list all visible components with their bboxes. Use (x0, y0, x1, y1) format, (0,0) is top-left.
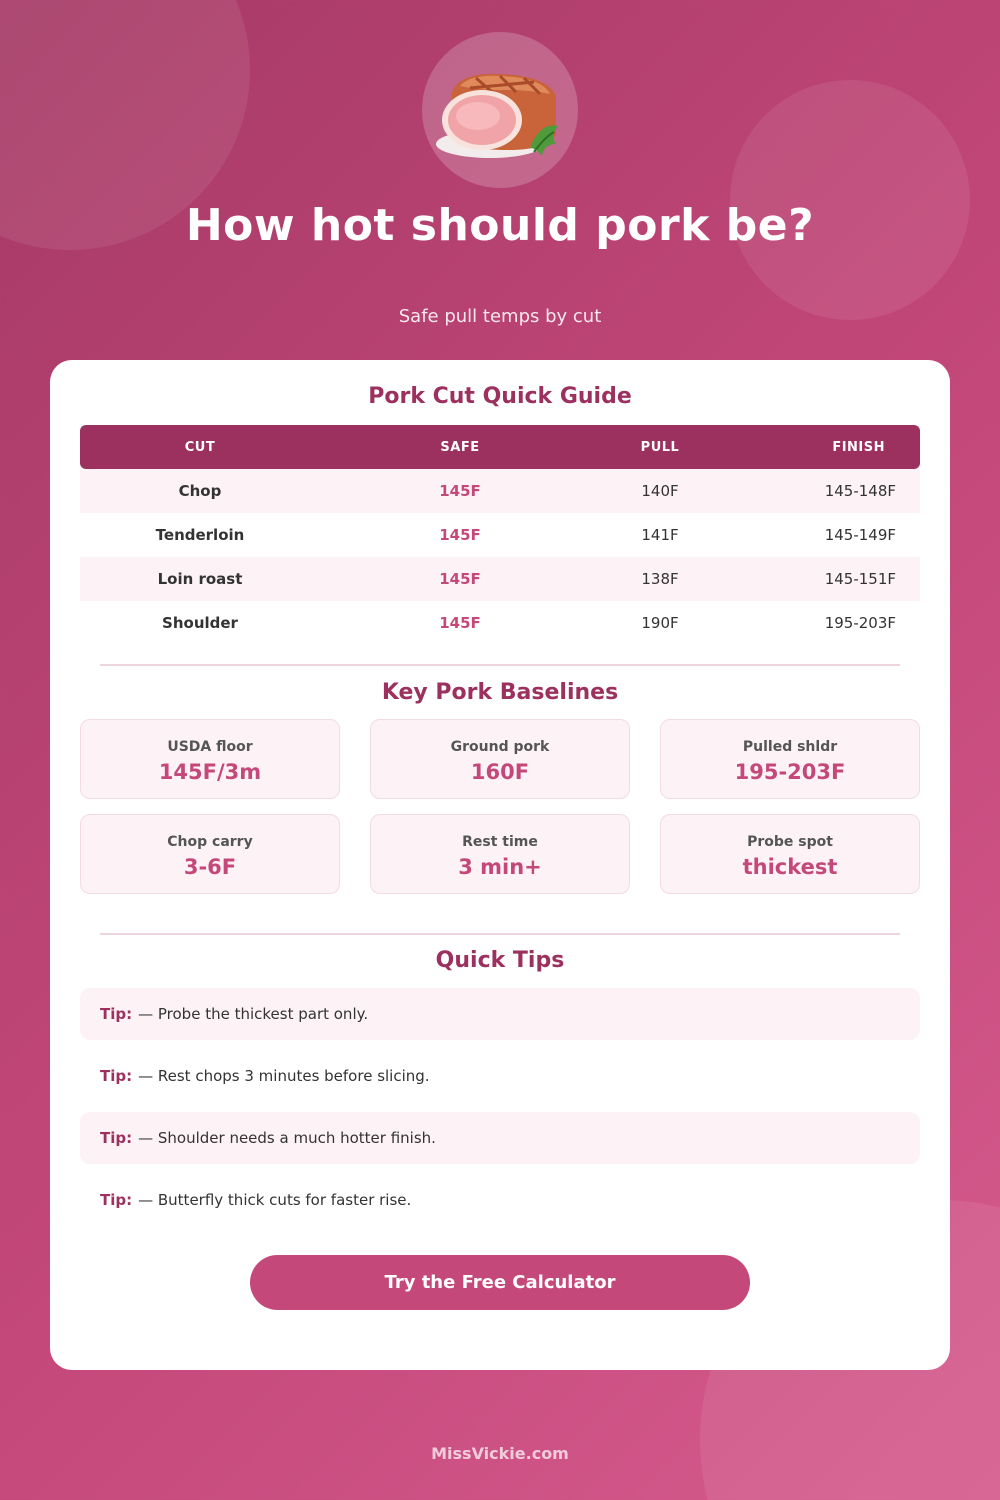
column-header-pull: PULL (640, 439, 680, 455)
page-title: How hot should pork be? (185, 200, 815, 251)
baseline-label: USDA floor (167, 739, 253, 755)
finish-temp: 145-149F (824, 526, 896, 544)
column-header-safe: SAFE (440, 439, 480, 455)
table-row (80, 557, 920, 601)
baseline-card-probe-spot (660, 814, 920, 894)
tip-item (80, 1112, 920, 1164)
tips-title: Quick Tips (435, 948, 565, 973)
safe-temp: 145F (439, 614, 481, 632)
try-calculator-button[interactable]: Try the Free Calculator (250, 1255, 750, 1310)
section-divider (100, 933, 900, 935)
baseline-card-chop-carry (80, 814, 340, 894)
finish-temp: 195-203F (824, 614, 896, 632)
tip-prefix: Tip: (100, 1005, 133, 1023)
baseline-label: Ground pork (450, 739, 550, 755)
footer-brand: MissVickie.com (431, 1444, 569, 1463)
table-header (80, 425, 920, 469)
column-header-cut: CUT (184, 439, 216, 455)
page-subtitle: Safe pull temps by cut (398, 306, 602, 327)
tip-prefix: Tip: (100, 1067, 133, 1085)
cut-name: Shoulder (162, 614, 238, 632)
baseline-card-pulled-shoulder (660, 719, 920, 799)
column-header-finish: FINISH (832, 439, 885, 455)
guide-title: Pork Cut Quick Guide (368, 384, 632, 409)
finish-temp: 145-148F (824, 482, 896, 500)
tip-prefix: Tip: (100, 1191, 133, 1209)
baseline-value: 195-203F (734, 760, 846, 784)
pork-cut-table (80, 425, 920, 645)
table-row (80, 513, 920, 557)
cut-name: Loin roast (157, 570, 243, 588)
roast-pork-icon (422, 32, 578, 188)
baseline-value: 3 min+ (458, 855, 542, 879)
cut-name: Chop (178, 482, 222, 500)
baseline-value: 145F/3m (158, 760, 262, 784)
baseline-value: 160F (470, 760, 530, 784)
safe-temp: 145F (439, 570, 481, 588)
tip-text: — Shoulder needs a much hotter finish. (138, 1129, 436, 1147)
pull-temp: 138F (641, 570, 679, 588)
tip-text: — Probe the thickest part only. (138, 1005, 369, 1023)
baseline-value: 3-6F (183, 855, 237, 879)
baseline-label: Chop carry (167, 834, 253, 850)
baseline-value: thickest (742, 855, 838, 879)
pull-temp: 190F (641, 614, 679, 632)
table-row (80, 469, 920, 513)
safe-temp: 145F (439, 482, 481, 500)
tip-item (80, 1050, 920, 1102)
finish-temp: 145-151F (824, 570, 896, 588)
baseline-card-ground-pork (370, 719, 630, 799)
table-row (80, 601, 920, 645)
cut-name: Tenderloin (155, 526, 245, 544)
tip-item (80, 988, 920, 1040)
baseline-card-rest-time (370, 814, 630, 894)
baseline-label: Pulled shldr (742, 739, 838, 755)
section-divider (100, 664, 900, 666)
baselines-title: Key Pork Baselines (381, 680, 619, 705)
guide-card (50, 360, 950, 1370)
baseline-card-usda-floor (80, 719, 340, 799)
baseline-label: Rest time (462, 834, 538, 850)
baseline-label: Probe spot (747, 834, 833, 850)
pull-temp: 141F (641, 526, 679, 544)
pull-temp: 140F (641, 482, 679, 500)
tip-text: — Butterfly thick cuts for faster rise. (138, 1191, 412, 1209)
tip-prefix: Tip: (100, 1129, 133, 1147)
tip-text: — Rest chops 3 minutes before slicing. (138, 1067, 430, 1085)
tip-item (80, 1174, 920, 1226)
safe-temp: 145F (439, 526, 481, 544)
